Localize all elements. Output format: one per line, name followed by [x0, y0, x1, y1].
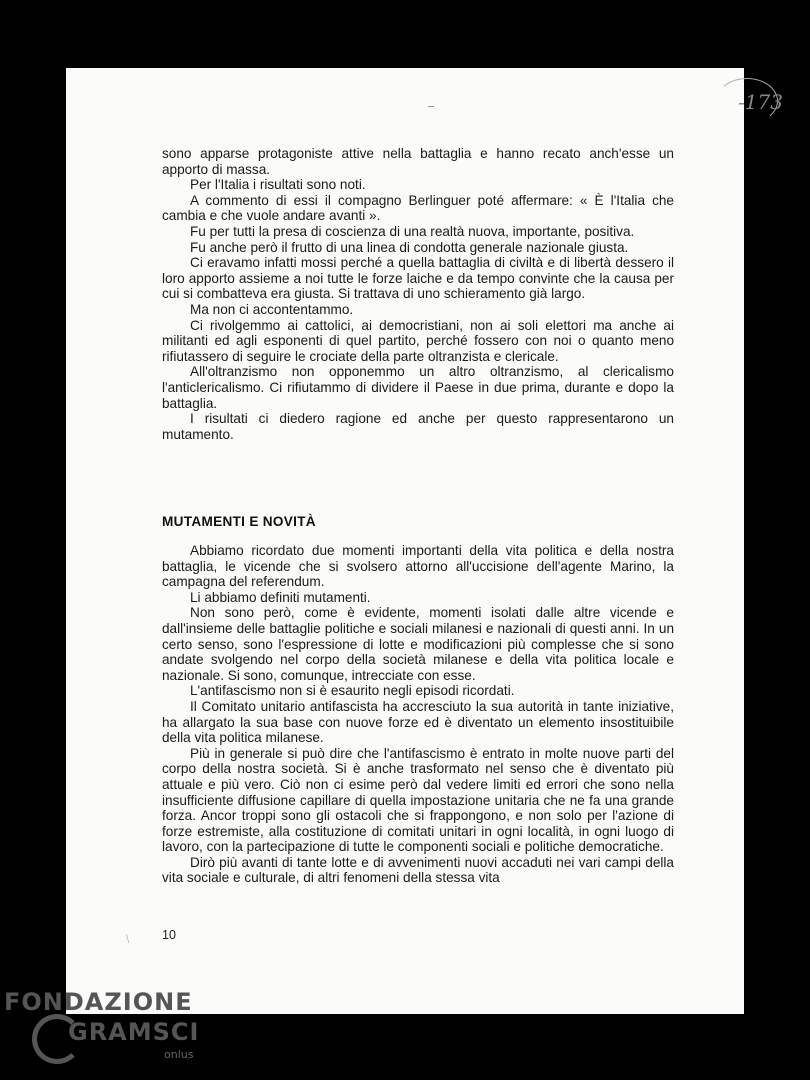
paragraph: L'antifascismo non si è esaurito negli episodi ricordati.	[190, 683, 515, 699]
document-page	[66, 68, 783, 1014]
paragraph: Ma non ci accontentammo.	[190, 301, 354, 317]
body-text-top	[162, 146, 674, 442]
paragraph: Ci eravamo infatti mossi perché a quella battaglia di civiltà e di libertà dessero il loro apporto assieme a noi tutte le forze laiche e da tempo convinte che la causa per cui si combatteva era giusta. Si trattava di uno schieramento già largo.	[162, 255, 674, 302]
paragraph: Non sono però, come è evidente, momenti isolati dalle altre vicende e dall'insieme delle battaglie politiche e sociali milanesi e nazionali di questi anni. In un certo senso, sono l'espressione di lotte e modificazioni più complesse che si sono andate svolgendo nel corpo della società milanese e della vita politica locale e nazionale. Si sono, comunque, intrecciate con esse.	[162, 605, 674, 683]
paragraph: Fu anche però il frutto di una linea di condotta generale nazionale giusta.	[190, 239, 629, 255]
scan-mark	[428, 106, 434, 107]
watermark-onlus: onlus	[164, 1048, 194, 1061]
paragraph: Per l'Italia i risultati sono noti.	[190, 177, 366, 193]
watermark-line1: FONDAZIONE	[4, 988, 193, 1016]
paragraph: Abbiamo ricordato due momenti importanti della vita politica e della nostra battaglia, le vicende che si svolsero attorno all'uccisione dell'agente Marino, la campagna del referendum.	[162, 543, 674, 590]
paragraph: Più in generale si può dire che l'antifascismo è entrato in molte nuove parti del corpo della nostra società. Si è anche trasformato nel senso che è diventato più attuale e più vero. Ciò non ci esime però dal vedere limiti ed errori che sono nella insufficiente diffusione capillare di quella impostazione unitaria che ne fa una grande forza. Ancor troppi sono gli ostacoli che si frappongono, e non solo per l'azione di forze estremiste, alla costituzione di comitati unitari in ogni località, in ogni luogo di lavoro, con la partecipazione di tutte le componenti sociali e politiche democratiche.	[162, 745, 674, 855]
handwritten-annotation: -173	[738, 90, 783, 114]
body-text-bottom	[162, 543, 674, 886]
paragraph: All'oltranzismo non opponemmo un altro oltranzismo, al clericalismo l'anticlericalismo. Ci rifiutammo di dividere il Paese in due prima, durante e dopo la battaglia.	[162, 364, 674, 411]
paragraph: Fu per tutti la presa di coscienza di una realtà nuova, importante, positiva.	[190, 223, 635, 239]
paragraph: sono apparse protagoniste attive nella battaglia e hanno recato anch'esse un apporto di massa.	[162, 146, 674, 177]
paragraph: Li abbiamo definiti mutamenti.	[190, 589, 371, 605]
paragraph: Dirò più avanti di tante lotte e di avvenimenti nuovi accaduti nei vari campi della vita sociale e culturale, di altri fenomeni della stessa vita	[162, 854, 674, 886]
scan-mark-corner: \	[126, 932, 130, 946]
paragraph: Il Comitato unitario antifascista ha accresciuto la sua autorità in tante iniziative, ha allargato la sua base con nuove forze ed è diventato un elemento insostituibile della vita politica milanese.	[162, 698, 674, 746]
paragraph: Ci rivolgemmo ai cattolici, ai democristiani, non ai soli elettori ma anche ai militanti ed agli esponenti di quel partito, perché fossero con noi o quanto meno rifiutassero di seguire le crociate della parte oltranzista e clericale.	[162, 317, 674, 364]
paragraph: A commento di essi il compagno Berlinguer poté affermare: « È l'Italia che cambia e che vuole andare avanti ».	[162, 192, 674, 224]
paragraph: I risultati ci diedero ragione ed anche per questo rappresentarono un mutamento.	[162, 411, 674, 442]
page-number: 10	[162, 928, 176, 942]
watermark-line2: GRAMSCI	[68, 1018, 200, 1046]
section-heading: MUTAMENTI E NOVITÀ	[162, 514, 316, 529]
